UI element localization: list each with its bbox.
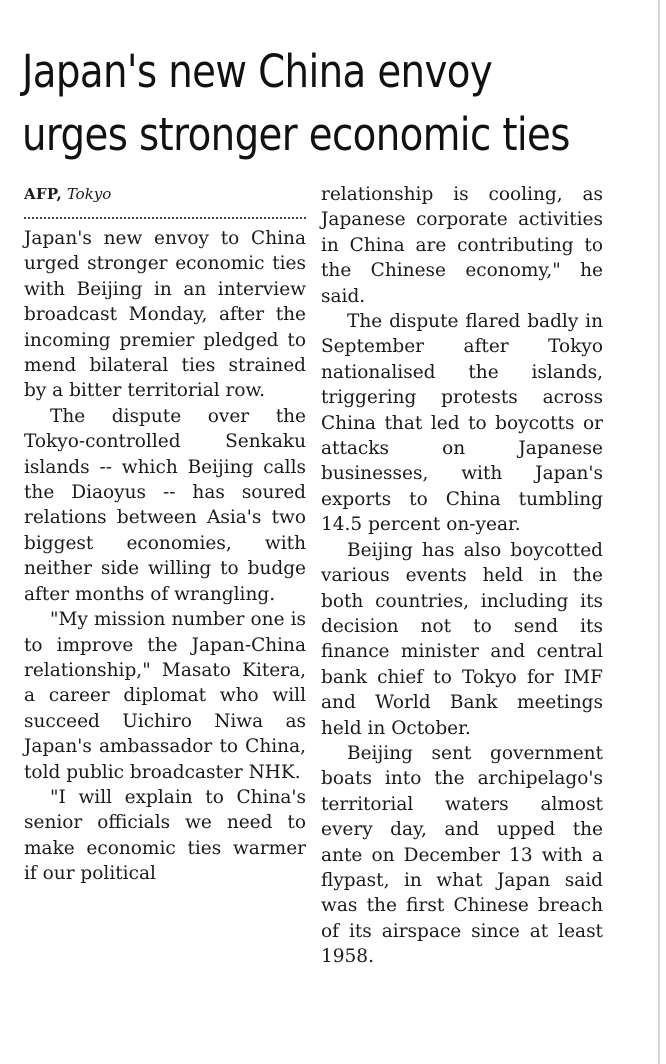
paragraph-2: The dispute over the Tokyo-controlled Senkaku islands -- which Beijing calls the Diaoyus -- has soured relations between Asia's two biggest economies, with neither side willing to budge after months of wrangling. [24, 405, 306, 605]
paragraph-4-start: "I will explain to China's senior officials we need to make economic ties warmer if our political [24, 786, 306, 885]
paragraph-3: "My mission number one is to improve the Japan-China relationship," Masato Kitera, a career diplomat who will succeed Uichiro Niwa as Japan's ambassador to China, told public broadcaster NHK. [24, 609, 306, 783]
headline-line-2: urges stronger economic ties [22, 108, 570, 161]
paragraph-4-continued: relationship is cooling, as Japanese corporate activities in China are contributing to the Chinese economy," he said. [321, 184, 603, 307]
paragraph-1: Japan's new envoy to China urged stronger economic ties with Beijing in an interview broadcast Monday, after the incoming premier pledged to mend bilateral ties strained by a bitter territorial row. [24, 228, 306, 402]
byline-location: Tokyo [66, 185, 112, 203]
page-edge [658, 0, 660, 1064]
paragraph-5: The dispute flared badly in September after Tokyo nationalised the islands, triggering protests across China that led to boycotts or attacks on Japanese businesses, with Japan's exports to China tumbling 14.5 percent on-year. [321, 311, 603, 536]
byline [24, 182, 306, 207]
byline-agency: AFP, [24, 185, 63, 203]
paragraph-7: Beijing sent government boats into the archipelago's territorial waters almost every day, and upped the ante on December 13 with a flypast, in what Japan said was the first Chinese breach of its airspace since at least 1958. [321, 742, 603, 968]
headline [22, 40, 570, 166]
column-right [321, 182, 603, 970]
headline-line-1: Japan's new China envoy [22, 45, 493, 98]
dotted-divider [24, 217, 306, 219]
paragraph-6: Beijing has also boycotted various events held in the both countries, including its decision not to send its finance minister and central bank chief to Tokyo for IMF and World Bank meetings held in October. [321, 539, 603, 739]
column-left [24, 182, 306, 887]
